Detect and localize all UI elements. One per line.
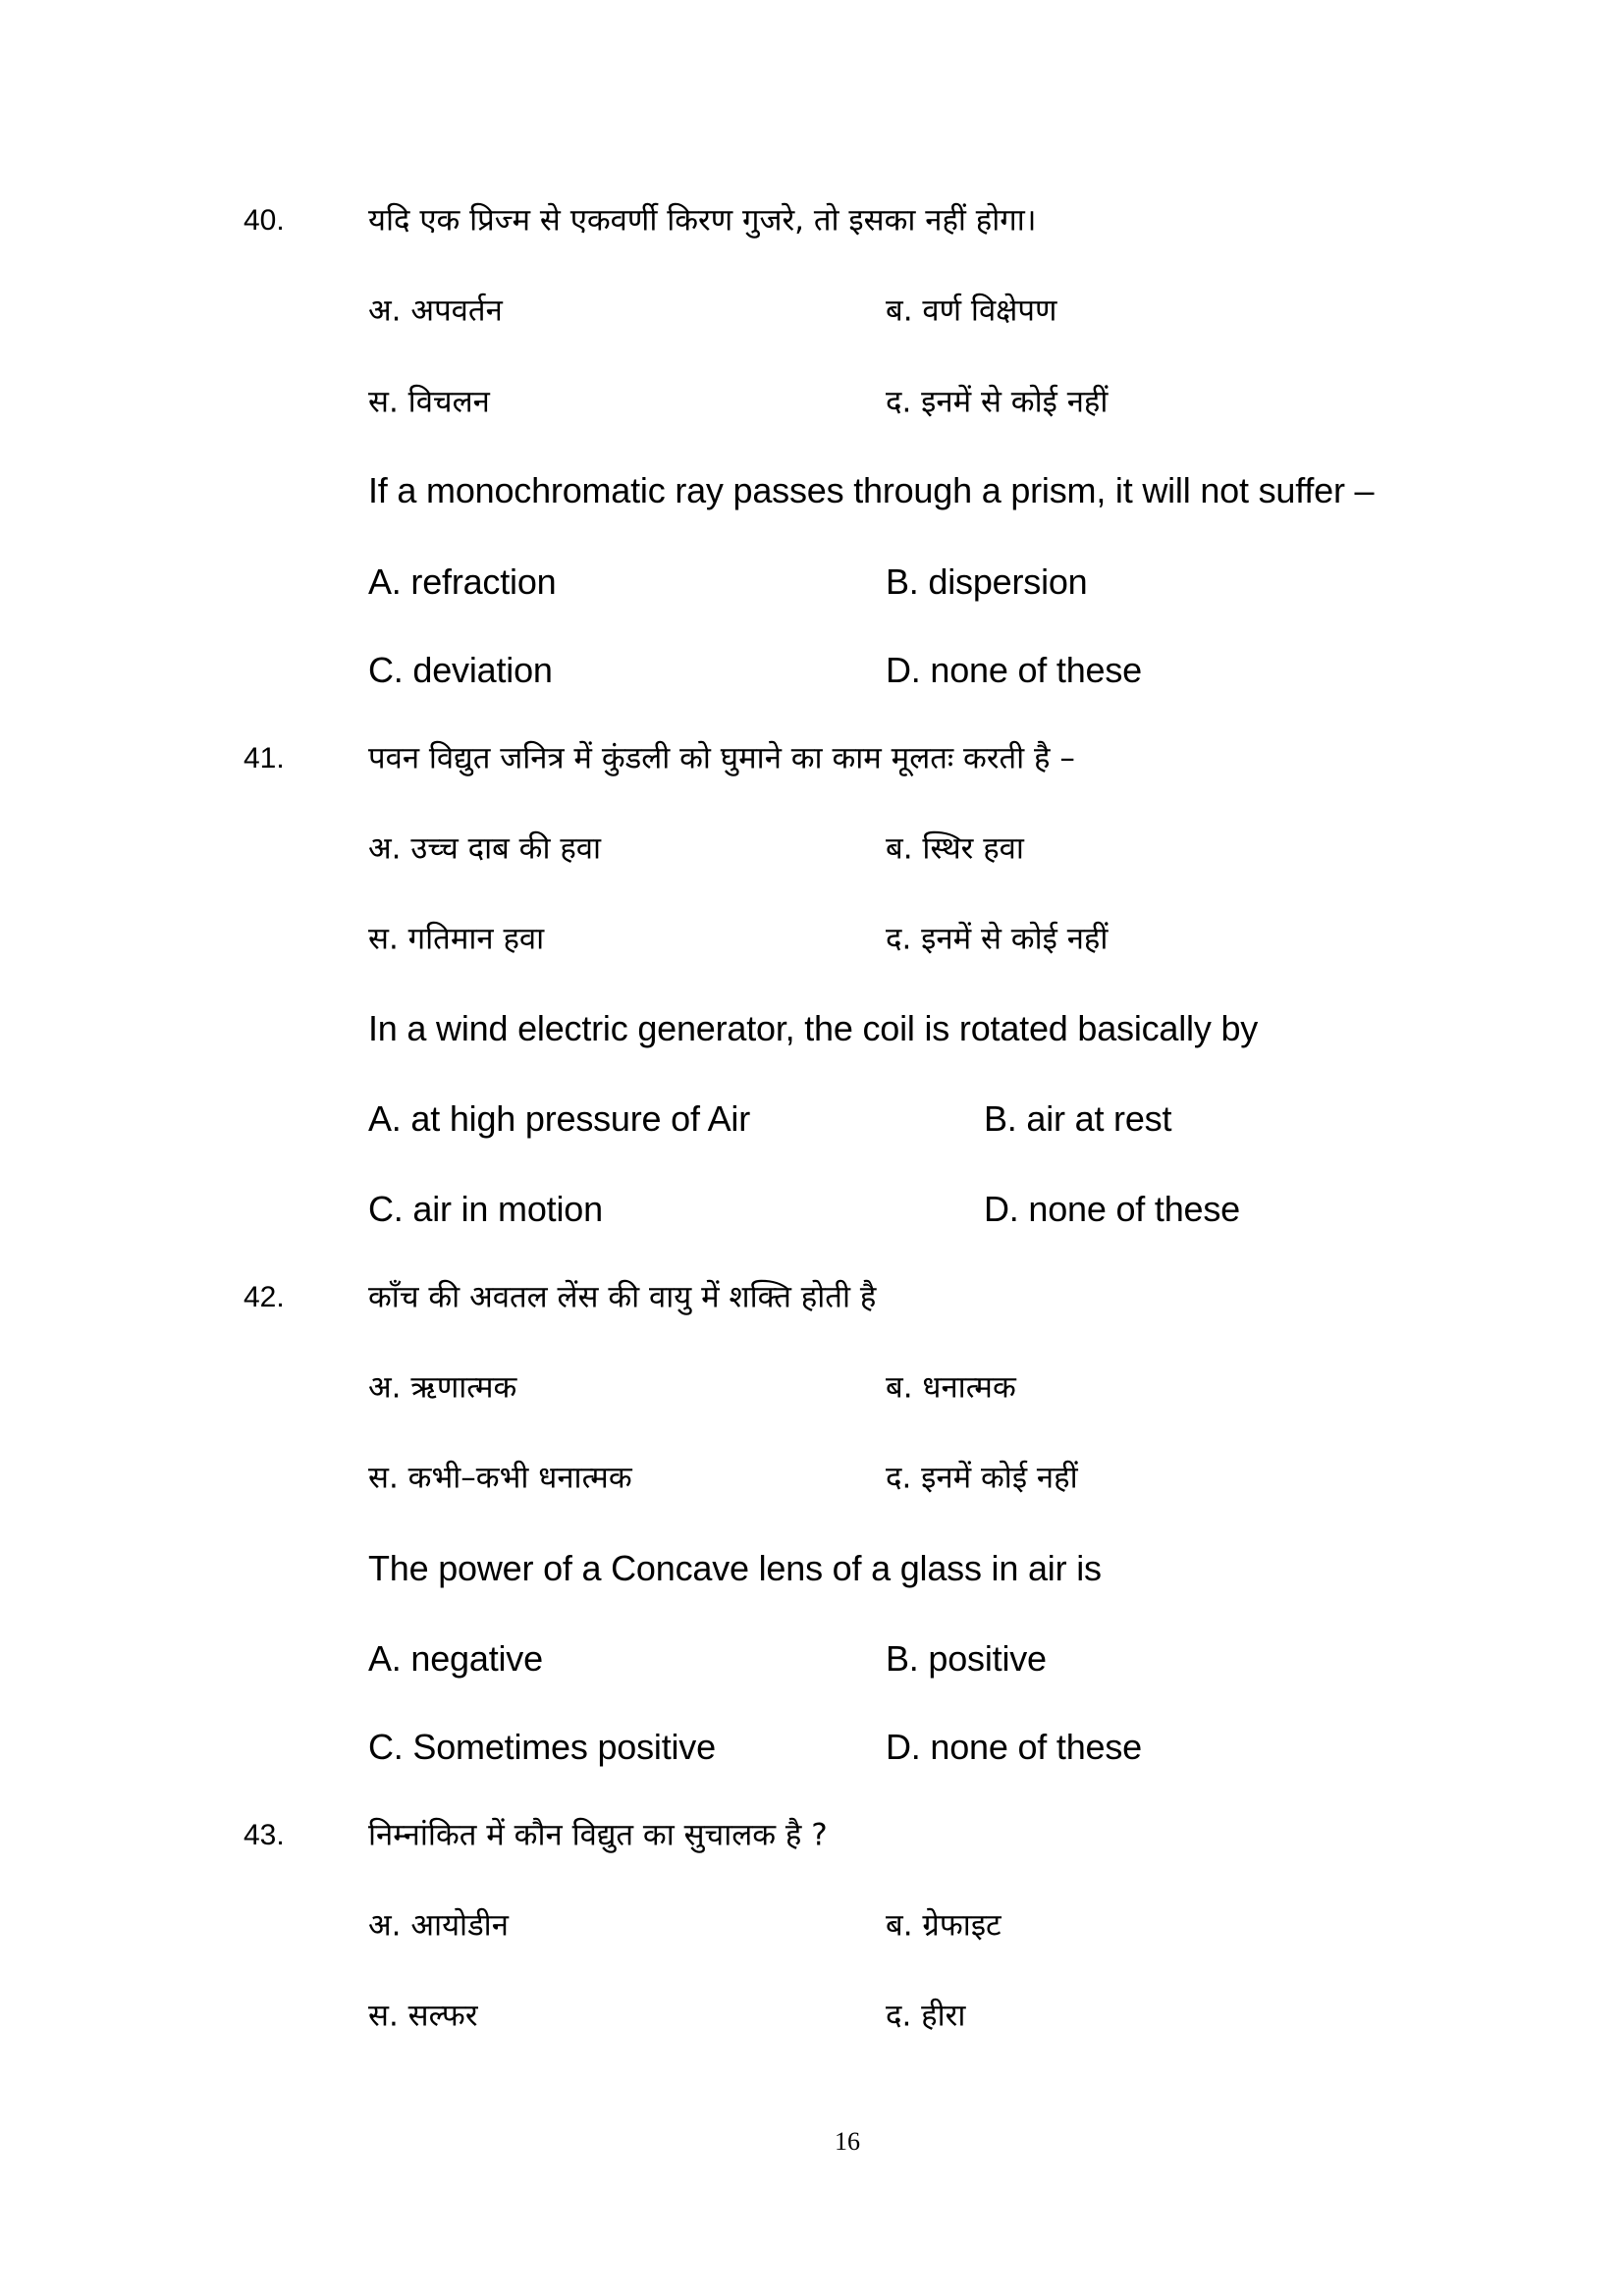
page-number: 16	[835, 2127, 860, 2156]
question-text-hindi: यदि एक प्रिज्म से एकवर्णी किरण गुजरे, तो इसका नहीं होगा।	[368, 202, 1037, 239]
option-hindi-d: द. इनमें कोई नहीं	[886, 1460, 1078, 1496]
option-english-b: B. air at rest	[984, 1098, 1172, 1139]
question-number: 43.	[244, 1819, 285, 1851]
option-english-b: B. positive	[886, 1638, 1047, 1679]
option-hindi-a: अ. ऋणात्मक	[368, 1369, 517, 1406]
option-english-d: D. none of these	[984, 1189, 1240, 1229]
option-hindi-c: स. कभी–कभी धनात्मक	[368, 1460, 632, 1496]
option-hindi-c: स. सल्फर	[368, 1998, 478, 2034]
option-hindi-c: स. गतिमान हवा	[368, 921, 545, 957]
option-english-c: C. deviation	[368, 650, 553, 690]
option-hindi-b: ब. स्थिर हवा	[886, 830, 1024, 867]
question-number: 41.	[244, 742, 285, 774]
option-english-c: C. Sometimes positive	[368, 1727, 716, 1767]
question-text-hindi: काँच की अवतल लेंस की वायु में शक्ति होती है	[368, 1279, 877, 1315]
question-text-english: In a wind electric generator, the coil is rotated basically by	[368, 1008, 1259, 1048]
option-hindi-b: ब. वर्ण विक्षेपण	[886, 293, 1057, 329]
question-text-english: If a monochromatic ray passes through a prism, it will not suffer –	[368, 470, 1375, 510]
option-english-b: B. dispersion	[886, 561, 1088, 602]
option-hindi-a: अ. उच्च दाब की हवा	[368, 830, 602, 867]
option-english-d: D. none of these	[886, 1727, 1142, 1767]
option-english-a: A. refraction	[368, 561, 557, 602]
option-hindi-d: द. हीरा	[886, 1998, 966, 2034]
option-hindi-b: ब. ग्रेफाइट	[886, 1907, 1001, 1944]
option-english-a: A. at high pressure of Air	[368, 1098, 751, 1139]
option-hindi-d: द. इनमें से कोई नहीं	[886, 921, 1109, 957]
option-english-a: A. negative	[368, 1638, 543, 1679]
question-number: 42.	[244, 1281, 285, 1313]
question-text-english: The power of a Concave lens of a glass in air is	[368, 1548, 1102, 1588]
option-hindi-a: अ. आयोडीन	[368, 1907, 509, 1944]
option-hindi-a: अ. अपवर्तन	[368, 293, 503, 329]
option-english-d: D. none of these	[886, 650, 1142, 690]
question-number: 40.	[244, 204, 285, 237]
option-hindi-b: ब. धनात्मक	[886, 1369, 1016, 1406]
option-hindi-c: स. विचलन	[368, 384, 490, 420]
option-hindi-d: द. इनमें से कोई नहीं	[886, 384, 1109, 420]
option-english-c: C. air in motion	[368, 1189, 603, 1229]
question-text-hindi: निम्नांकित में कौन विद्युत का सुचालक है ?	[368, 1817, 828, 1853]
question-text-hindi: पवन विद्युत जनित्र में कुंडली को घुमाने का काम मूलतः करती है –	[368, 740, 1075, 776]
